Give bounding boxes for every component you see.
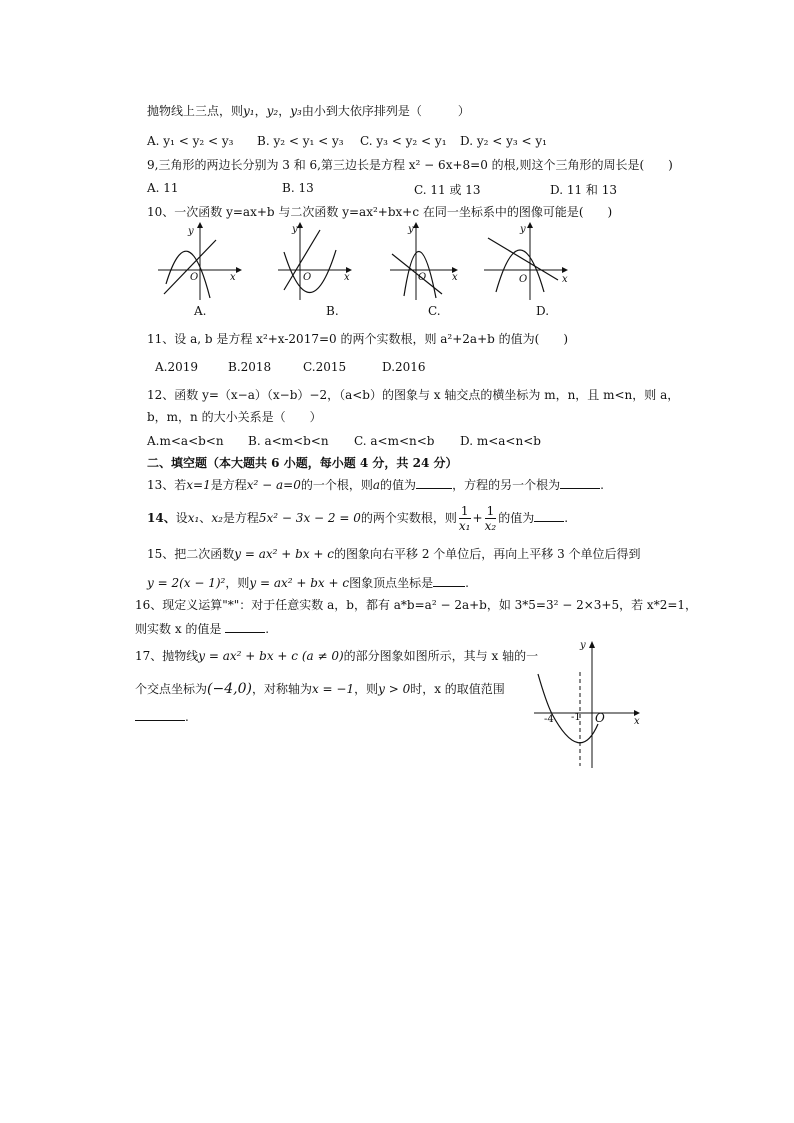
q13-answer-blank-1[interactable] (416, 478, 452, 489)
q16-end: . (265, 622, 270, 636)
q8-y3: y₃ (290, 104, 302, 118)
graph-d-y-label: y (520, 224, 526, 235)
q11-stem: 11、设 a, b 是方程 x²+x-2017=0 的两个实数根，则 a²+2a+b 的值为( ) (147, 332, 569, 346)
q17-origin: O (595, 711, 605, 725)
q8-option-c: C. y₃ < y₂ < y₁ (360, 134, 447, 148)
q8-option-b: B. y₂ < y₁ < y₃ (257, 134, 344, 148)
graph-c-origin: O (418, 272, 427, 283)
q14-answer-blank[interactable] (534, 511, 564, 522)
q11-option-b: B.2018 (228, 360, 272, 374)
q15-end: . (465, 576, 469, 590)
q17-tick-neg1: -1 (571, 712, 581, 723)
q16-answer-blank[interactable] (225, 622, 265, 633)
graph-b-line (284, 230, 320, 290)
graph-b-y-label: y (292, 224, 298, 235)
graph-c-x-label: x (452, 272, 458, 283)
q11-option-a: A.2019 (155, 360, 199, 374)
q10-graph-d (484, 222, 574, 302)
q8-y1: y₁ (243, 104, 255, 118)
q9-stem: 9,三角形的两边长分别为 3 和 6,第三边长是方程 x² − 6x+8=0 的根,则这个三角形的周长是( ) (147, 158, 673, 172)
q17-axis: x = −1 (311, 682, 355, 696)
graph-c-y-label: y (408, 224, 414, 235)
q9-option-b: B. 13 (282, 181, 314, 195)
q12-option-c: C. a<m<n<b (354, 434, 435, 448)
q17-text-3: 个交点坐标为 (135, 682, 208, 696)
graph-a-x-arrow-icon (236, 267, 242, 273)
q8-stem: 抛物线上三点，则 (147, 104, 244, 118)
q17-text-4: ，对称轴为 (251, 682, 312, 696)
q9-option-a: A. 11 (147, 181, 179, 195)
graph-b-y-arrow-icon (297, 222, 303, 228)
q17-function: y = ax² + bx + c (a ≠ 0) (198, 649, 344, 663)
q17-y-label: y (580, 640, 586, 651)
q13-text-4: 的值为 (380, 478, 417, 492)
q17-line-2 (135, 681, 505, 699)
q17-point: (−4,0) (207, 681, 252, 697)
q17-end: . (185, 710, 189, 724)
q12-option-d: D. m<a<n<b (460, 434, 541, 448)
q13-math-3: a (372, 478, 381, 492)
graph-d-origin: O (519, 274, 528, 285)
q13-answer-blank-2[interactable] (560, 478, 600, 489)
q8-sep-2: ， (278, 104, 291, 118)
q13-text-1: 13、若 (147, 478, 187, 492)
q13-math-2: x² − a=0 (246, 478, 301, 492)
q10-graph-a (158, 222, 243, 302)
q14-sep: 、 (199, 511, 212, 525)
q10-label-a: A. (194, 304, 207, 318)
graph-c-line (392, 254, 442, 294)
q12-line-1: 12、函数 y=（x−a）（x−b）−2，（a<b）的图象与 x 轴交点的横坐标为 m，n，且 m<n，则 a， (147, 388, 680, 402)
q17-line-1 (135, 649, 538, 664)
q10-label-b: B. (326, 304, 339, 318)
q13-text-5: ，方程的另一个根为 (452, 478, 561, 492)
q15-answer-blank[interactable] (433, 576, 465, 587)
q17-text-2: 的部分图象如图所示，其与 x 轴的一 (343, 649, 539, 663)
q14-number: 14、 (147, 511, 176, 525)
q14-fraction-2 (485, 504, 497, 533)
q15-line-1 (147, 547, 641, 562)
q8-y2: y₂ (266, 104, 279, 118)
q15-line-2 (147, 576, 469, 591)
q14-x1: x₁ (187, 511, 200, 525)
q15-function: y = ax² + bx + c (234, 547, 335, 561)
q17-parabola (538, 674, 598, 743)
q8-option-a: A. y₁ < y₂ < y₃ (147, 134, 234, 148)
graph-c-y-arrow-icon (413, 222, 419, 228)
q17-tick-neg4: -4 (544, 714, 554, 725)
q14-text-1: 设 (175, 511, 188, 525)
q15-text-3: ，则 (225, 576, 250, 590)
q10-graph-b (278, 222, 363, 302)
q8-tail: 由小到大依序排列是（ ） (301, 104, 470, 118)
q14-frac2-num: 1 (486, 504, 495, 518)
q15-text-4: 图象顶点坐标是 (349, 576, 434, 590)
q15-function-2: y = ax² + bx + c (249, 576, 350, 590)
q16-line-2 (135, 622, 269, 637)
graph-a-origin: O (190, 272, 199, 283)
q12-option-b: B. a<m<b<n (248, 434, 329, 448)
q14-text-2: 是方程 (222, 511, 259, 525)
graph-a-y-label: y (188, 226, 194, 237)
graph-d-x-arrow-icon (562, 267, 568, 273)
q17-line-3 (135, 710, 189, 725)
q9-option-d: D. 11 和 13 (550, 183, 617, 197)
q12-line-2: b，m，n 的大小关系是（ ） (147, 410, 322, 424)
q10-stem: 10、一次函数 y=ax+b 与二次函数 y=ax²+bx+c 在同一坐标系中的图像可能是( ) (147, 205, 613, 219)
q14-equation: 5x² − 3x − 2 = 0 (258, 511, 361, 525)
graph-a-y-arrow-icon (197, 222, 203, 228)
q14-end: . (564, 511, 569, 525)
q14-plus: + (472, 511, 483, 525)
graph-d-x-label: x (562, 274, 568, 285)
q17-text-5: ，则 (354, 682, 379, 696)
q17-text-6: 时，x 的取值范围 (410, 682, 505, 696)
graph-d-y-arrow-icon (527, 222, 533, 228)
graph-a-parabola (166, 251, 210, 298)
q17-answer-blank[interactable] (135, 710, 185, 721)
q14-text-4: 的值为 (498, 511, 535, 525)
q15-text-1: 15、把二次函数 (147, 547, 235, 561)
graph-d-parabola (496, 250, 544, 292)
q17-y-arrow-icon (589, 641, 595, 648)
q10-label-c: C. (428, 304, 441, 318)
q14-line (147, 504, 568, 533)
q14-fraction-1 (459, 504, 471, 533)
q17-x-label: x (634, 716, 640, 727)
q13-text-2: 是方程 (210, 478, 247, 492)
q13-line (147, 478, 604, 493)
q13-math-1: x=1 (186, 478, 211, 492)
graph-b-x-label: x (344, 272, 350, 283)
graph-a-x-label: x (230, 272, 236, 283)
q13-end: . (600, 478, 604, 492)
q16-text: 则实数 x 的值是 (135, 622, 222, 636)
q12-option-a: A.m<a<b<n (147, 434, 224, 448)
q14-frac1-den: x₁ (458, 519, 471, 533)
q17-text-1: 17、抛物线 (135, 649, 199, 663)
q8-stem-line (147, 104, 470, 119)
q10-graph-c (390, 222, 475, 302)
q8-sep-1: ， (254, 104, 267, 118)
q10-label-d: D. (536, 304, 550, 318)
q16-line-1: 16、现定义运算"*"：对于任意实数 a，b，都有 a*b=a² − 2a+b，如 3*5=3² − 2×3+5，若 x*2=1， (135, 598, 698, 612)
q17-condition: y > 0 (378, 682, 411, 696)
q11-option-d: D.2016 (382, 360, 426, 374)
q13-text-3: 的一个根，则 (300, 478, 373, 492)
q15-result-function: y = 2(x − 1)² (147, 576, 226, 590)
q17-graph (534, 636, 644, 771)
section-heading-fill-in: 二、填空题（本大题共 6 小题，每小题 4 分，共 24 分） (147, 456, 458, 470)
q14-frac2-den: x₂ (484, 519, 497, 533)
q8-option-d: D. y₂ < y₃ < y₁ (460, 134, 547, 148)
graph-b-origin: O (303, 272, 312, 283)
q14-frac1-num: 1 (460, 504, 469, 518)
q14-x2: x₂ (211, 511, 223, 525)
q11-option-c: C.2015 (303, 360, 347, 374)
q9-option-c: C. 11 或 13 (414, 183, 481, 197)
q14-text-3: 的两个实数根，则 (360, 511, 457, 525)
q15-text-2: 的图象向右平移 2 个单位后，再向上平移 3 个单位后得到 (334, 547, 641, 561)
